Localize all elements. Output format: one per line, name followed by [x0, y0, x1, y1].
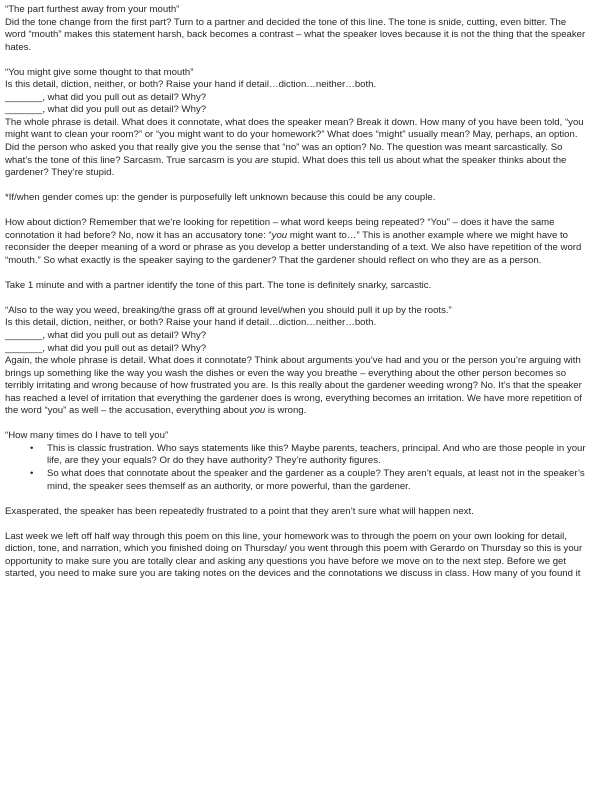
section2-body-b: stupid. What does this tell us about what the speaker thinks about the gardener? They’re stupid. — [5, 154, 567, 179]
section3-body-a: Again, the whole phrase is detail. What does it connotate? Think about arguments you’ve had and you or the person you’re arguing with brings up something like the way you wash the dishes or even the way you breathe – everything about the other person becomes so terribly irritating and wrong because of how frustrated you are. Is this really about the gardener weeding wrong? No. It’s that the speaker has reached a level of irritation that everything the gardener does is wrong, everything becomes an irritation. We have more repetition of the word “you” as well – the accusation, everything about — [5, 355, 582, 417]
gender-note: *If/when gender comes up: the gender is purposefully left unknown because this could be any couple. — [5, 192, 436, 204]
bullet-text: This is classic frustration. Who says statements like this? Maybe parents, teachers, principal. And who are those people in your life, are they your equals? Or do they have authority? They’re authority figures. — [47, 442, 586, 467]
exasperated-paragraph: Exasperated, the speaker has been repeatedly frustrated to a point that they aren’t sure what will happen next. — [5, 505, 474, 517]
section2-body-a: The whole phrase is detail. What does it connotate, what does the speaker mean? Break it down. How many of you have been told, “you might want to clean your room?” or “you might want to do your homework?” What does “might” usually mean? May, perhaps, an option. Did the person who asked you that really give you the sense that “no” was an option? No. The question was meant sarcastically. So what’s the tone of this line? Sarcasm. True sarcasm is you — [5, 116, 584, 166]
section2-prompt-1: _______, what did you pull out as detail? Why? — [5, 91, 207, 103]
section3-prompt-1: _______, what did you pull out as detail? Why? — [5, 329, 207, 341]
section3-body-b: is wrong. — [265, 405, 307, 417]
bullet-icon: • — [30, 442, 34, 454]
tone-activity: Take 1 minute and with a partner identify the tone of this part. The tone is definitely snarky, sarcastic. — [5, 279, 432, 291]
section3-body-emphasis: you — [249, 405, 266, 417]
document-page — [5, 4, 587, 581]
section3-body — [5, 355, 587, 418]
list-item — [5, 443, 587, 468]
section2-prompt-2: _______, what did you pull out as detail? Why? — [5, 104, 207, 116]
diction-emphasis: you — [271, 229, 288, 241]
closing-paragraph: Last week we left off half way through this poem on this line, your homework was to through the poem on your own looking for detail, diction, tone, and narration, which you finished doing on Thursday/ you went through this poem with Gerardo on Thursday so this is your opportunity to make sure you are totally clear and asking any questions you have before we move on to the next step. Before we get started, you need to make sure you are taking notes on the devices and the connotations we discuss in class. How many of you found it — [5, 530, 583, 580]
section3-question: Is this detail, diction, neither, or both? Raise your hand if detail…diction…neither…both. — [5, 317, 377, 329]
section1-quote: “The part furthest away from your mouth” — [5, 4, 180, 15]
diction-text-b: might want to…” This is another example where we might have to reconsider the deeper meaning of a word or phrase as you develop a better understanding of a text. We also have repetition of the word “mouth.” So what exactly is the speaker saying to the gardener? That the gardener should reflect on who they are as a person. — [5, 229, 582, 266]
section2-body-emphasis: are — [254, 154, 269, 166]
section2-question: Is this detail, diction, neither, or both? Raise your hand if detail…diction…neither…both. — [5, 79, 377, 91]
bullet-text: So what does that connotate about the speaker and the gardener as a couple? They aren’t equals, at least not in the speaker’s mind, the speaker sees themself as an authority, or more powerful, than the gardener. — [47, 467, 585, 492]
section2-body — [5, 117, 587, 180]
section4-quote: “How many times do I have to tell you” — [5, 430, 169, 442]
section4-bullet-list — [5, 443, 587, 493]
bullet-icon: • — [30, 467, 34, 479]
section3-prompt-2: _______, what did you pull out as detail? Why? — [5, 342, 207, 354]
section1-body: Did the tone change from the first part? Turn to a partner and decided the tone of this line. The tone is snide, cutting, even bitter. The word “mouth” makes this statement harsh, back becomes a contrast – what the speaker loves because it is not the thing that the speaker hates. — [5, 16, 586, 53]
diction-paragraph — [5, 217, 587, 267]
diction-text-a: How about diction? Remember that we’re looking for repetition – what word keeps being repeated? “You” – does it have the same connotation it had before? No, now it has an accusatory tone: “ — [5, 217, 555, 241]
section2-quote: “You might give some thought to that mouth” — [5, 66, 194, 78]
list-item — [5, 468, 587, 493]
section3-quote: “Also to the way you weed, breaking/the grass off at ground level/when you should pull it up by the roots.” — [5, 304, 452, 316]
